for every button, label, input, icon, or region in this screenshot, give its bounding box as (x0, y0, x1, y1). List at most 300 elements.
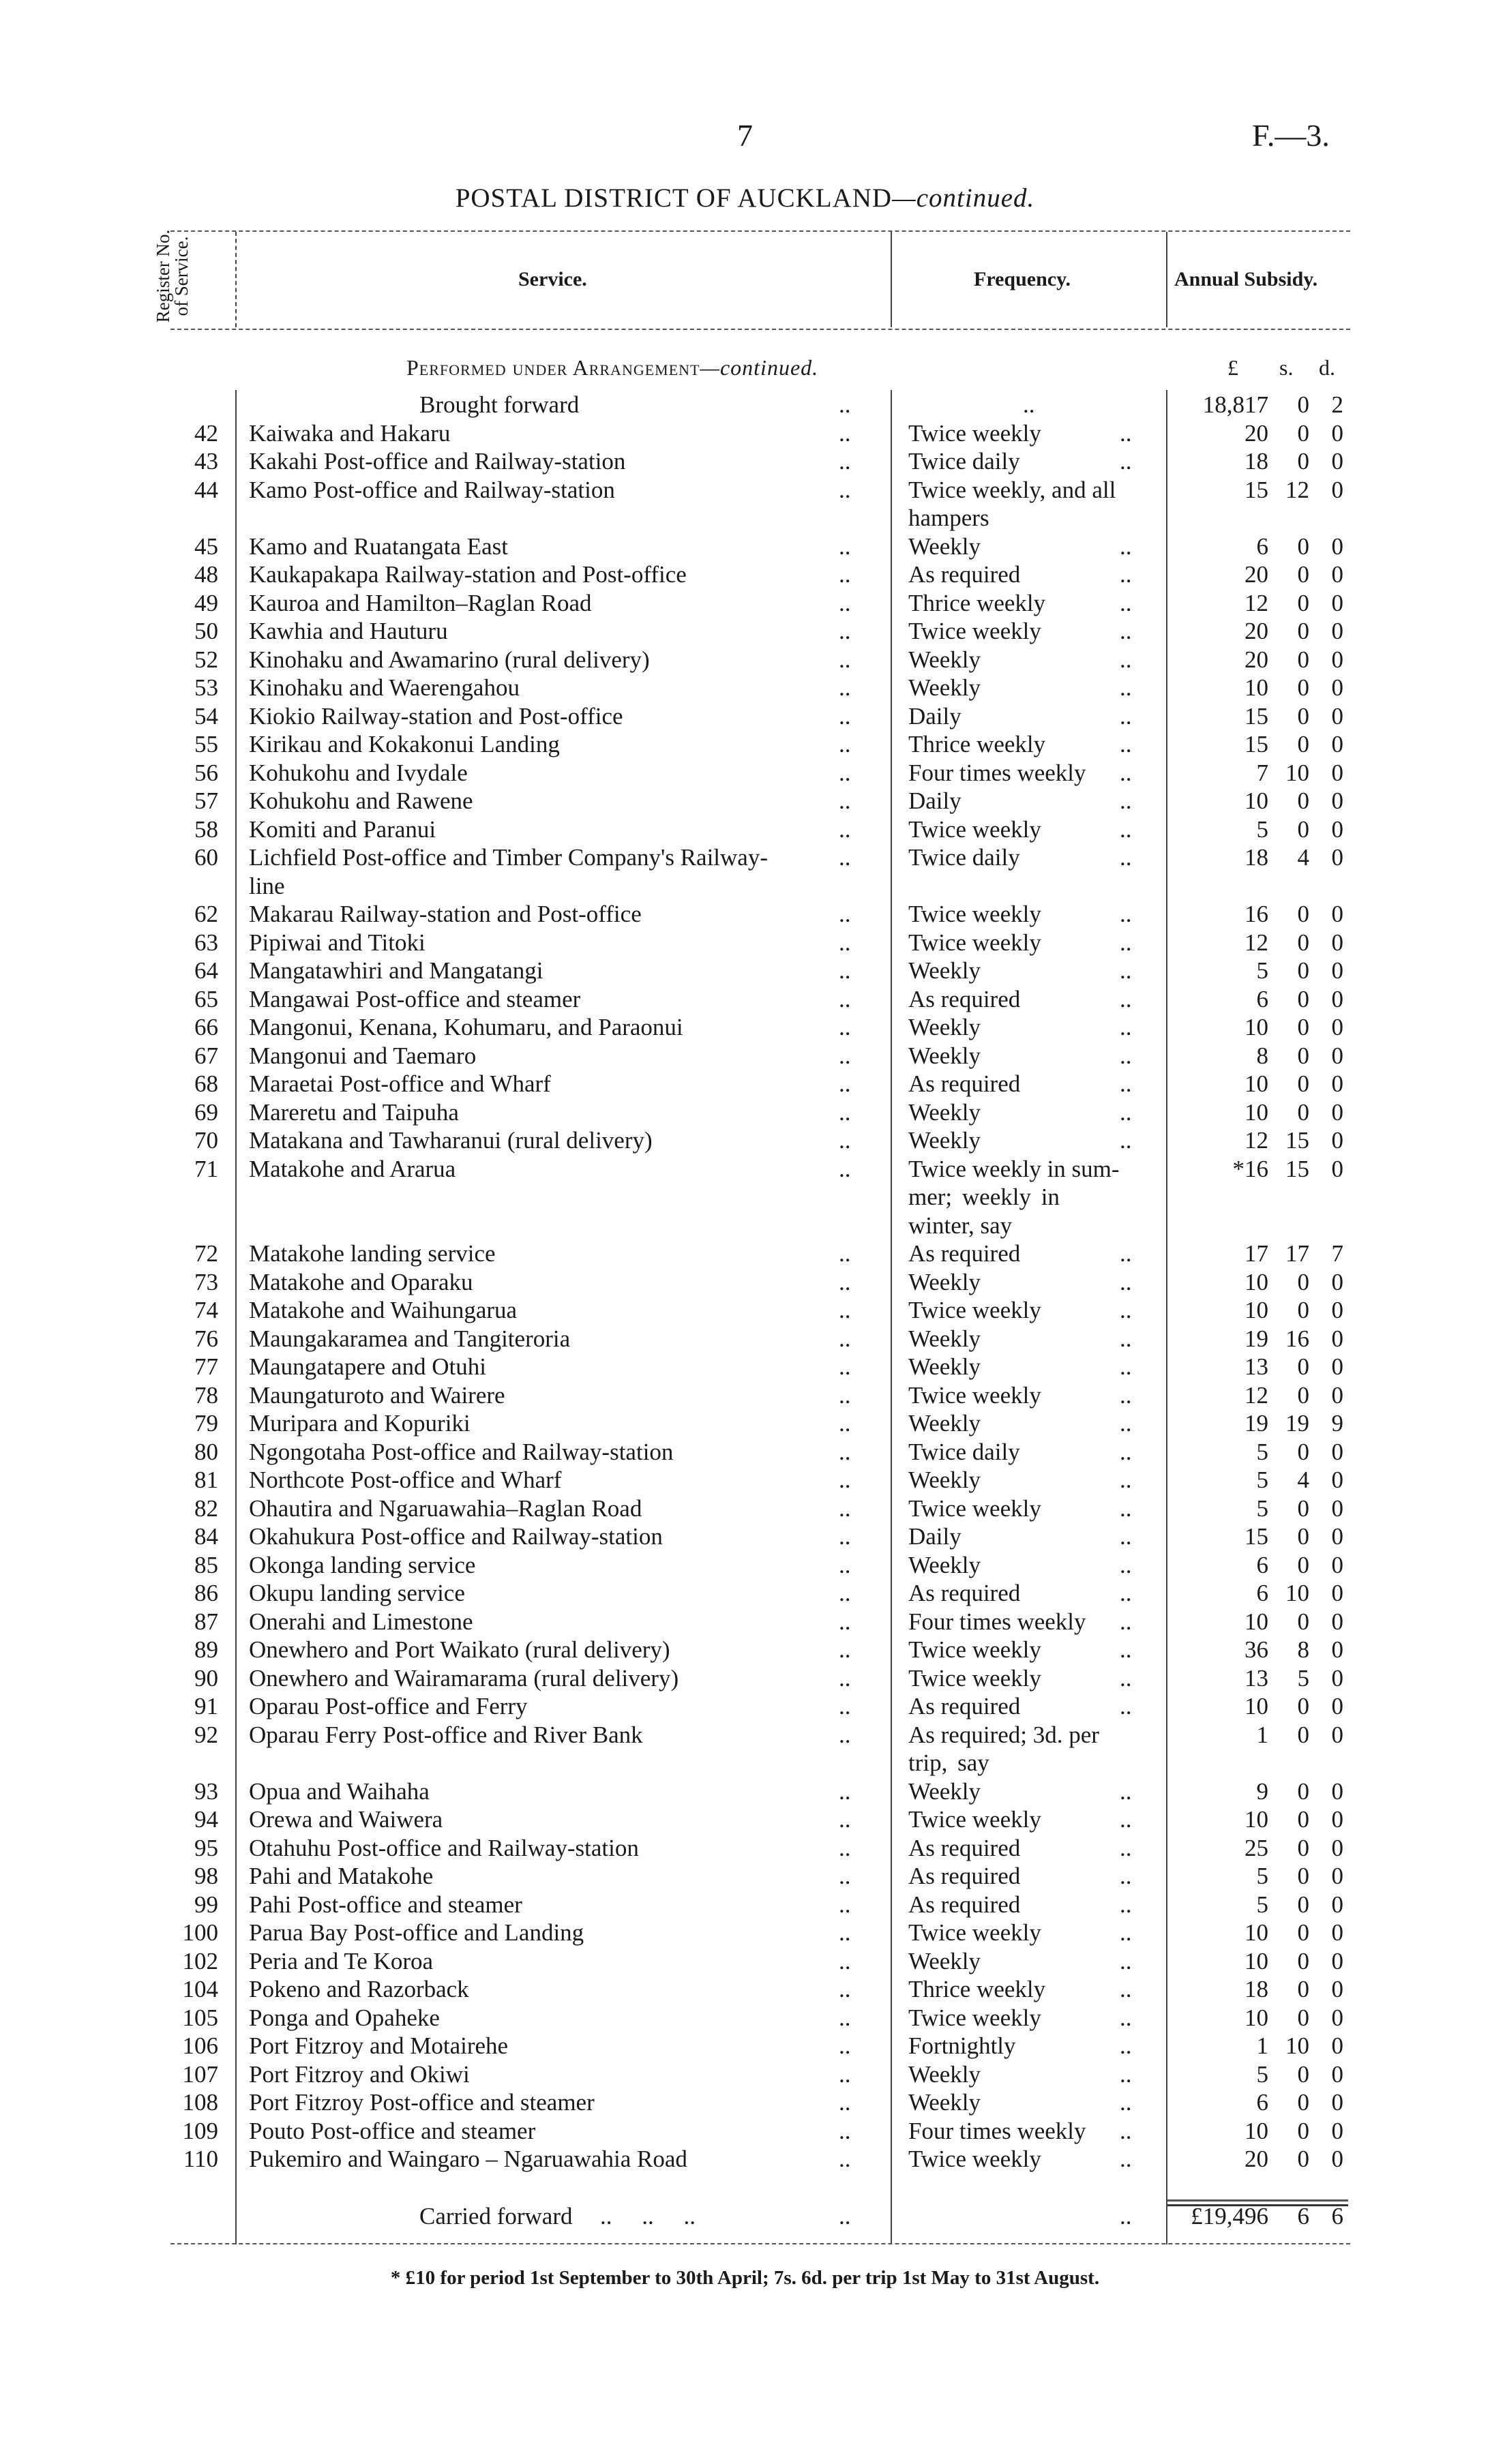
frequency-cont: hampers (908, 505, 989, 531)
frequency: Weekly (908, 1098, 981, 1126)
leader-dots: .. (1120, 1353, 1132, 1380)
service-name: Port Fitzroy and Motairehe (249, 2032, 509, 2059)
subsidy-pounds: 18 (1245, 448, 1268, 475)
service-name: Muripara and Kopuriki (249, 1410, 471, 1437)
leader-dots: .. (1120, 1240, 1132, 1267)
subsidy-pounds: 10 (1245, 2117, 1268, 2144)
register-number: 50 (194, 618, 218, 644)
register-number: 71 (194, 1155, 218, 1182)
frequency: Fortnightly (908, 2032, 1016, 2059)
leader-dots: .. (839, 787, 851, 814)
leader-dots: .. (839, 1410, 851, 1437)
total-pounds: £19,496 (1191, 2203, 1268, 2229)
register-number: 53 (194, 674, 218, 701)
subsidy-shillings: 17 (1285, 1240, 1309, 1267)
subsidy-pence: 0 (1331, 1806, 1343, 1833)
service-name: Kinohaku and Awamarino (rural delivery) (249, 646, 650, 673)
service-name: Oparau Ferry Post-office and River Bank (249, 1721, 643, 1748)
service-name: Kohukohu and Ivydale (249, 759, 468, 786)
frequency: Twice weekly, and all (908, 476, 1116, 503)
frequency: Twice weekly (908, 618, 1041, 644)
subsidy-pounds: 10 (1245, 1608, 1268, 1635)
frequency: Twice weekly (908, 1806, 1041, 1833)
leader-dots: .. (839, 674, 851, 701)
subsidy-shillings: 0 (1297, 1947, 1309, 1974)
register-number: 108 (182, 2089, 218, 2116)
subsidy-pence: 0 (1331, 618, 1343, 644)
subsidy-pounds: 5 (1256, 957, 1268, 984)
leader-dots: .. (839, 815, 851, 843)
header-divider-1 (235, 232, 237, 327)
service-name: Matakohe and Ararua (249, 1155, 456, 1182)
service-name: Maungatapere and Otuhi (249, 1353, 486, 1380)
leader-dots: .. (839, 646, 851, 673)
register-number: 65 (194, 985, 218, 1012)
subsidy-pounds: 25 (1245, 1834, 1268, 1861)
subsidy-pence: 0 (1331, 1834, 1343, 1861)
leader-dots: .. (1023, 391, 1035, 418)
leader-dots: .. (839, 2117, 851, 2144)
subsidy-pence: 0 (1331, 419, 1343, 447)
subsidy-pounds: 6 (1256, 985, 1268, 1012)
subsidy-pounds: 12 (1245, 589, 1268, 616)
header-top-rule (170, 230, 1350, 232)
subsidy-pounds: *16 (1232, 1155, 1268, 1182)
subsidy-pence: 0 (1331, 844, 1343, 871)
frequency: As required (908, 1891, 1021, 1918)
register-number: 74 (194, 1297, 218, 1323)
section-continued: —continued. (700, 355, 819, 380)
leader-dots: .. (1120, 448, 1132, 475)
subsidy-shillings: 0 (1297, 731, 1309, 757)
subsidy-pence: 0 (1331, 589, 1343, 616)
subsidy-pence: 0 (1331, 901, 1343, 927)
subsidy-pounds: 6 (1256, 2089, 1268, 2116)
frequency: As required (908, 1240, 1021, 1267)
leader-dots: .. (839, 532, 851, 560)
subsidy-shillings: 10 (1285, 1580, 1309, 1606)
leader-dots: .. (1120, 759, 1132, 786)
subsidy-shillings: 0 (1297, 1863, 1309, 1889)
frequency: Twice weekly in sum- (908, 1155, 1120, 1182)
frequency: Twice daily (908, 1438, 1020, 1465)
leader-dots: .. (839, 1325, 851, 1352)
frequency: Twice weekly (908, 1381, 1041, 1409)
frequency-cont: trip, say (908, 1749, 989, 1776)
subsidy-pence: 0 (1331, 646, 1343, 673)
service-name: Opua and Waihaha (249, 1777, 430, 1805)
service-name: Mangatawhiri and Mangatangi (249, 957, 543, 984)
subsidy-shillings: 0 (1297, 1070, 1309, 1097)
register-number: 68 (194, 1070, 218, 1097)
frequency: As required (908, 1863, 1021, 1889)
subsidy-pence: 0 (1331, 1042, 1343, 1069)
frequency: Daily (908, 1523, 962, 1550)
leader-dots: .. (1120, 1664, 1132, 1692)
register-number: 105 (182, 2004, 218, 2031)
leader-dots: .. (839, 1127, 851, 1154)
subsidy-pounds: 15 (1245, 702, 1268, 730)
subsidy-pence: 0 (1331, 1353, 1343, 1380)
leader-dots: .. (839, 1155, 851, 1182)
body-divider-service (235, 390, 237, 2244)
leader-dots: .. (1120, 1608, 1132, 1635)
leader-dots: .. (1120, 787, 1132, 814)
subsidy-shillings: 0 (1297, 985, 1309, 1012)
subsidy-pence: 0 (1331, 1777, 1343, 1805)
subsidy-shillings: 0 (1297, 561, 1309, 588)
subsidy-pence: 0 (1331, 787, 1343, 814)
subsidy-pounds: 10 (1245, 2004, 1268, 2031)
subsidy-shillings: 0 (1297, 1721, 1309, 1748)
leader-dots: .. (1120, 731, 1132, 757)
service-name: Mangonui, Kenana, Kohumaru, and Paraonui (249, 1014, 683, 1040)
frequency: As required (908, 1580, 1021, 1606)
subsidy-shillings: 0 (1297, 929, 1309, 956)
subsidy-pounds: 1 (1256, 2032, 1268, 2059)
subsidy-shillings: 0 (1297, 1297, 1309, 1323)
subsidy-pounds: 15 (1245, 476, 1268, 503)
subsidy-pence: 0 (1331, 1863, 1343, 1889)
subsidy-pence: 0 (1331, 1523, 1343, 1550)
service-name: Kinohaku and Waerengahou (249, 674, 520, 701)
subsidy-shillings: 12 (1285, 476, 1309, 503)
frequency: Twice weekly (908, 901, 1041, 927)
subsidy-pence: 0 (1331, 759, 1343, 786)
subsidy-shillings: 0 (1297, 2089, 1309, 2116)
leader-dots: .. (839, 2004, 851, 2031)
service-name: Kamo Post-office and Railway-station (249, 476, 615, 503)
leader-dots: .. (839, 1976, 851, 2002)
service-name: Peria and Te Koroa (249, 1947, 434, 1974)
leader-dots: .. (839, 1608, 851, 1635)
leader-dots: .. (839, 1806, 851, 1833)
subsidy-pounds: 10 (1245, 1919, 1268, 1946)
frequency: Weekly (908, 1268, 981, 1295)
subsidy-pence: 0 (1331, 1325, 1343, 1352)
subsidy-pounds: 20 (1245, 2146, 1268, 2172)
subsidy-shillings: 0 (1297, 618, 1309, 644)
subsidy-shillings: 0 (1297, 1098, 1309, 1126)
leader-dots: .. (839, 1381, 851, 1409)
frequency: As required (908, 1070, 1021, 1097)
frequency-cont: winter, say (908, 1212, 1013, 1239)
leader-dots: .. (839, 1551, 851, 1578)
section-label: Performed under Arrangement (406, 355, 700, 380)
service-name: Maungakaramea and Tangiteroria (249, 1325, 571, 1352)
register-number: 54 (194, 702, 218, 730)
register-number: 60 (194, 844, 218, 871)
register-number: 91 (194, 1693, 218, 1719)
register-number: 102 (182, 1947, 218, 1974)
register-number: 86 (194, 1580, 218, 1606)
register-number: 95 (194, 1834, 218, 1861)
subsidy-pounds: 12 (1245, 929, 1268, 956)
subsidy-pounds: 12 (1245, 1381, 1268, 1409)
subsidy-pounds: 5 (1256, 1494, 1268, 1522)
subsidy-shillings: 0 (1297, 1806, 1309, 1833)
leader-dots: .. (839, 1070, 851, 1097)
leader-dots: .. (839, 476, 851, 503)
service-name: Lichfield Post-office and Timber Company's Railway- (249, 844, 768, 871)
leader-dots: .. (839, 1664, 851, 1692)
page-title (0, 183, 1490, 213)
subsidy-pounds: 10 (1245, 674, 1268, 701)
service-name-cont: line (249, 872, 285, 899)
subsidy-pounds: 9 (1256, 1777, 1268, 1805)
frequency: Weekly (908, 1353, 981, 1380)
subsidy-pence: 0 (1331, 1919, 1343, 1946)
register-number: 43 (194, 448, 218, 475)
subsidy-pence: 0 (1331, 1070, 1343, 1097)
leader-dots: .. (1120, 532, 1132, 560)
frequency: Weekly (908, 532, 981, 560)
service-name: Mangawai Post-office and steamer (249, 985, 581, 1012)
service-name: Northcote Post-office and Wharf (249, 1467, 562, 1493)
subsidy-pence: 0 (1331, 2004, 1343, 2031)
subsidy-pounds: 19 (1245, 1325, 1268, 1352)
subsidy-pounds: 5 (1256, 1863, 1268, 1889)
register-number: 106 (182, 2032, 218, 2059)
leader-dots: .. (839, 702, 851, 730)
section-heading (406, 355, 818, 380)
leader-dots: .. (1120, 1325, 1132, 1352)
subsidy-shillings: 0 (1297, 1834, 1309, 1861)
service-name: Pokeno and Razorback (249, 1976, 469, 2002)
subsidy-pence: 0 (1331, 957, 1343, 984)
leader-dots: .. (839, 1523, 851, 1550)
register-number: 100 (182, 1919, 218, 1946)
register-number: 64 (194, 957, 218, 984)
leader-dots: .. (1120, 561, 1132, 588)
register-number: 44 (194, 476, 218, 503)
leader-dots: .. (839, 589, 851, 616)
register-number: 92 (194, 1721, 218, 1748)
service-name: Okahukura Post-office and Railway-station (249, 1523, 663, 1550)
service-name: Kauroa and Hamilton–Raglan Road (249, 589, 592, 616)
total-pence: 6 (1331, 2203, 1343, 2229)
leader-dots: .. (839, 1438, 851, 1465)
subsidy-pounds: 16 (1245, 901, 1268, 927)
subsidy-pence: 2 (1331, 391, 1343, 418)
subsidy-shillings: 0 (1297, 1268, 1309, 1295)
leader-dots: .. (1120, 957, 1132, 984)
service-name: Kaukapakapa Railway-station and Post-office (249, 561, 687, 588)
service-name: Kakahi Post-office and Railway-station (249, 448, 626, 475)
subsidy-shillings: 0 (1297, 532, 1309, 560)
frequency: As required (908, 985, 1021, 1012)
register-number: 110 (183, 2146, 218, 2172)
body-divider-subsidy (1166, 390, 1167, 2244)
register-number: 93 (194, 1777, 218, 1805)
subsidy-shillings: 16 (1285, 1325, 1309, 1352)
service-name: Parua Bay Post-office and Landing (249, 1919, 584, 1946)
page-reference: F.—3. (1252, 118, 1330, 153)
subsidy-pence: 0 (1331, 1947, 1343, 1974)
frequency: Twice weekly (908, 1297, 1041, 1323)
service-name: Makarau Railway-station and Post-office (249, 901, 642, 927)
subsidy-pounds: 10 (1245, 1070, 1268, 1097)
leader-dots: .. (839, 1721, 851, 1748)
leader-dots: .. (839, 2060, 851, 2088)
subsidy-pence: 0 (1331, 1467, 1343, 1493)
service-name: Pouto Post-office and steamer (249, 2117, 536, 2144)
body-divider-frequency (891, 390, 892, 2244)
subsidy-pence: 0 (1331, 1381, 1343, 1409)
service-name: Matakohe landing service (249, 1240, 496, 1267)
subsidy-shillings: 0 (1297, 901, 1309, 927)
subsidy-shillings: 0 (1297, 1608, 1309, 1635)
leader-dots: .. (1120, 1042, 1132, 1069)
leader-dots: .. (839, 1467, 851, 1493)
subsidy-pounds: 5 (1256, 1467, 1268, 1493)
leader-dots: .. (1120, 985, 1132, 1012)
leader-dots: .. (839, 1297, 851, 1323)
leader-dots: .. (839, 1863, 851, 1889)
leader-dots: .. (839, 618, 851, 644)
register-number: 87 (194, 1608, 218, 1635)
service-name: Matakohe and Waihungarua (249, 1297, 518, 1323)
col-header-service: Service. (518, 268, 587, 290)
subsidy-pence: 0 (1331, 1608, 1343, 1635)
leader-dots: .. (839, 419, 851, 447)
register-number: 72 (194, 1240, 218, 1267)
frequency: Four times weekly (908, 759, 1086, 786)
register-number: 89 (194, 1636, 218, 1663)
unit-shillings: s. (1279, 355, 1294, 380)
subsidy-shillings: 8 (1297, 1636, 1309, 1663)
leader-dots: .. (1120, 2089, 1132, 2116)
leader-dots: .. (1120, 2117, 1132, 2144)
leader-dots: .. (1120, 1014, 1132, 1040)
leader-dots: .. (1120, 1834, 1132, 1861)
service-name: Ngongotaha Post-office and Railway-station (249, 1438, 674, 1465)
subsidy-shillings: 10 (1285, 759, 1309, 786)
subsidy-shillings: 15 (1285, 1127, 1309, 1154)
leader-dots: .. (1120, 815, 1132, 843)
subsidy-pence: 0 (1331, 1494, 1343, 1522)
unit-pence: d. (1319, 355, 1335, 380)
subsidy-pounds: 15 (1245, 731, 1268, 757)
service-name: Mareretu and Taipuha (249, 1098, 459, 1126)
frequency: Weekly (908, 1127, 981, 1154)
service-name: Komiti and Paranui (249, 815, 436, 843)
subsidy-shillings: 0 (1297, 2060, 1309, 2088)
frequency: Weekly (908, 957, 981, 984)
col-header-frequency: Frequency. (974, 268, 1071, 290)
subsidy-shillings: 0 (1297, 391, 1309, 418)
subsidy-shillings: 0 (1297, 419, 1309, 447)
subsidy-pounds: 20 (1245, 419, 1268, 447)
register-number: 62 (194, 901, 218, 927)
leader-dots: .. (839, 844, 851, 871)
register-number: 67 (194, 1042, 218, 1069)
register-number: 42 (194, 419, 218, 447)
register-number: 98 (194, 1863, 218, 1889)
subsidy-pounds: 18,817 (1202, 391, 1268, 418)
leader-dots: .. (839, 448, 851, 475)
leader-dots: .. (839, 929, 851, 956)
frequency-cont: mer; weekly in (908, 1184, 1060, 1210)
frequency: Weekly (908, 2060, 981, 2088)
frequency: Twice daily (908, 844, 1020, 871)
frequency: Twice daily (908, 448, 1020, 475)
frequency: Daily (908, 787, 962, 814)
leader-dots: .. (1120, 1777, 1132, 1805)
leader-dots: .. .. .. (600, 2203, 696, 2229)
register-number: 58 (194, 815, 218, 843)
subsidy-pounds: 10 (1245, 1806, 1268, 1833)
page-number: 7 (737, 118, 753, 153)
leader-dots: .. (1120, 2004, 1132, 2031)
leader-dots: .. (1120, 1467, 1132, 1493)
leader-dots: .. (839, 1240, 851, 1267)
leader-dots: .. (1120, 1268, 1132, 1295)
subsidy-pounds: 20 (1245, 561, 1268, 588)
footnote: * £10 for period 1st September to 30th April; 7s. 6d. per trip 1st May to 31st August. (390, 2267, 1100, 2289)
subsidy-pounds: 36 (1245, 1636, 1268, 1663)
subsidy-shillings: 0 (1297, 1777, 1309, 1805)
total-shillings: 6 (1297, 2203, 1309, 2229)
header-bottom-rule (170, 329, 1350, 330)
frequency: Twice weekly (908, 1494, 1041, 1522)
leader-dots: .. (839, 1353, 851, 1380)
subsidy-shillings: 0 (1297, 2146, 1309, 2172)
frequency: Twice weekly (908, 419, 1041, 447)
register-number: 55 (194, 731, 218, 757)
leader-dots: .. (1120, 1806, 1132, 1833)
leader-dots: .. (1120, 1070, 1132, 1097)
leader-dots: .. (839, 901, 851, 927)
subsidy-shillings: 0 (1297, 1919, 1309, 1946)
service-name: Onewhero and Wairamarama (rural delivery) (249, 1664, 679, 1692)
subsidy-shillings: 0 (1297, 589, 1309, 616)
leader-dots: .. (839, 1919, 851, 1946)
register-number: 80 (194, 1438, 218, 1465)
subsidy-pounds: 10 (1245, 1098, 1268, 1126)
leader-dots: .. (839, 1891, 851, 1918)
subsidy-pence: 0 (1331, 1891, 1343, 1918)
service-name: Maraetai Post-office and Wharf (249, 1070, 551, 1097)
leader-dots: .. (1120, 844, 1132, 871)
subsidy-pounds: 6 (1256, 532, 1268, 560)
subsidy-pence: 0 (1331, 1693, 1343, 1719)
frequency: Weekly (908, 1467, 981, 1493)
frequency: Twice weekly (908, 2146, 1041, 2172)
subsidy-pence: 0 (1331, 1664, 1343, 1692)
subsidy-pounds: 10 (1245, 1268, 1268, 1295)
leader-dots: .. (839, 1777, 851, 1805)
register-number: 78 (194, 1381, 218, 1409)
footer-rule (170, 2243, 1350, 2244)
subsidy-pence: 0 (1331, 1580, 1343, 1606)
subsidy-pounds: 5 (1256, 1891, 1268, 1918)
subsidy-shillings: 0 (1297, 674, 1309, 701)
register-number: 77 (194, 1353, 218, 1380)
register-number: 66 (194, 1014, 218, 1040)
leader-dots: .. (1120, 1919, 1132, 1946)
subsidy-shillings: 0 (1297, 957, 1309, 984)
leader-dots: .. (839, 957, 851, 984)
subsidy-pence: 0 (1331, 1098, 1343, 1126)
subsidy-pounds: 13 (1245, 1353, 1268, 1380)
subsidy-pence: 0 (1331, 2089, 1343, 2116)
frequency: Weekly (908, 1042, 981, 1069)
service-name: Ohautira and Ngaruawahia–Raglan Road (249, 1494, 642, 1522)
subsidy-pence: 0 (1331, 1721, 1343, 1748)
leader-dots: .. (1120, 2203, 1132, 2229)
frequency: Weekly (908, 1777, 981, 1805)
